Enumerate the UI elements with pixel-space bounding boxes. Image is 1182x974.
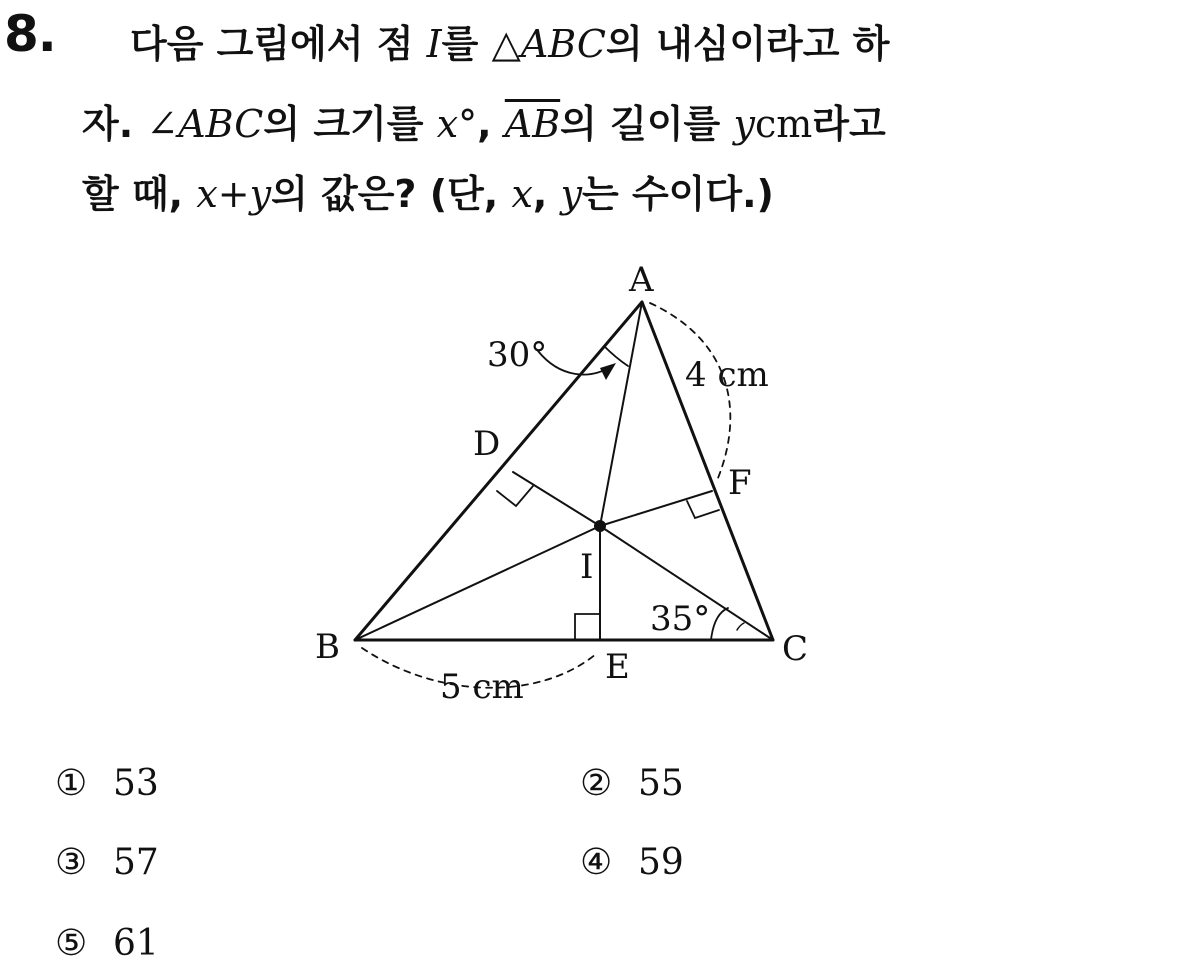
question-text: 자. <box>82 102 134 146</box>
angle-callout-arrow <box>538 351 612 375</box>
question-text: 의 크기를 <box>263 102 424 146</box>
vertex-label-a: A <box>629 260 654 300</box>
math-segment-ab: $\overline{AB}$ <box>504 102 561 146</box>
math-y: y <box>560 172 583 216</box>
choice-value: 57 <box>113 842 159 883</box>
right-angle-mark-f <box>687 501 719 518</box>
question-text: 의 내심이라고 하 <box>606 22 890 66</box>
math-y: y <box>733 102 755 146</box>
question-text: 를 <box>441 22 479 66</box>
incenter-point <box>594 520 606 532</box>
question-text: 의 값은? (단, <box>271 172 499 216</box>
segment-ai <box>600 302 642 526</box>
point-label-d: D <box>473 424 501 464</box>
answer-choice-1[interactable] <box>55 762 159 806</box>
question-text: 의 길이를 <box>560 102 721 146</box>
point-label-i: I <box>580 547 594 587</box>
choice-value: 55 <box>638 763 684 804</box>
answer-choice-5[interactable] <box>55 922 159 966</box>
choice-marker: ③ <box>55 842 88 883</box>
math-point-i: I <box>426 22 442 66</box>
math-unit: cm <box>754 102 813 146</box>
angle-label-a: 30° <box>487 335 548 375</box>
math-x: x <box>511 172 533 216</box>
math-angle-abc: ∠ABC <box>146 102 264 146</box>
math-x: x <box>436 102 459 146</box>
side-ac <box>642 302 773 640</box>
vertex-label-b: B <box>315 627 340 667</box>
segment-if <box>600 491 712 526</box>
answer-choice-3[interactable] <box>55 841 159 885</box>
choice-marker: ② <box>580 763 613 804</box>
point-label-e: E <box>605 647 630 687</box>
choice-value: 59 <box>638 842 684 883</box>
right-angle-mark-d <box>497 486 533 506</box>
question-text: , <box>477 102 492 146</box>
arrowhead-icon <box>600 363 616 380</box>
vertex-label-c: C <box>782 629 809 669</box>
length-label-be: 5 cm <box>440 667 524 707</box>
angle-arc-c <box>711 608 728 640</box>
answer-choice-2[interactable] <box>580 762 684 806</box>
question-text: 는 수이다.) <box>582 172 774 216</box>
choice-marker: ⑤ <box>55 923 88 964</box>
segment-bi <box>355 526 600 640</box>
choice-marker: ① <box>55 763 88 804</box>
point-label-f: F <box>728 463 752 503</box>
answer-choice-4[interactable] <box>580 841 684 885</box>
question-text: 할 때, <box>82 172 184 216</box>
angle-arc-c-inner <box>737 623 744 630</box>
question-text: 다음 그림에서 점 <box>130 22 414 66</box>
segment-id <box>513 472 600 526</box>
right-angle-mark-e <box>575 614 600 640</box>
math-degree: ° <box>458 102 478 146</box>
question-text: , <box>532 172 548 216</box>
angle-label-c: 35° <box>650 599 711 639</box>
math-triangle-abc: △ABC <box>491 22 606 66</box>
choice-value: 53 <box>113 763 159 804</box>
length-label-af: 4 cm <box>685 355 769 395</box>
choice-value: 61 <box>113 923 159 964</box>
question-number: 8. <box>4 5 56 63</box>
math-x-plus-y: x+y <box>196 172 272 216</box>
choice-marker: ④ <box>580 842 613 883</box>
question-text: 라고 <box>812 102 886 146</box>
